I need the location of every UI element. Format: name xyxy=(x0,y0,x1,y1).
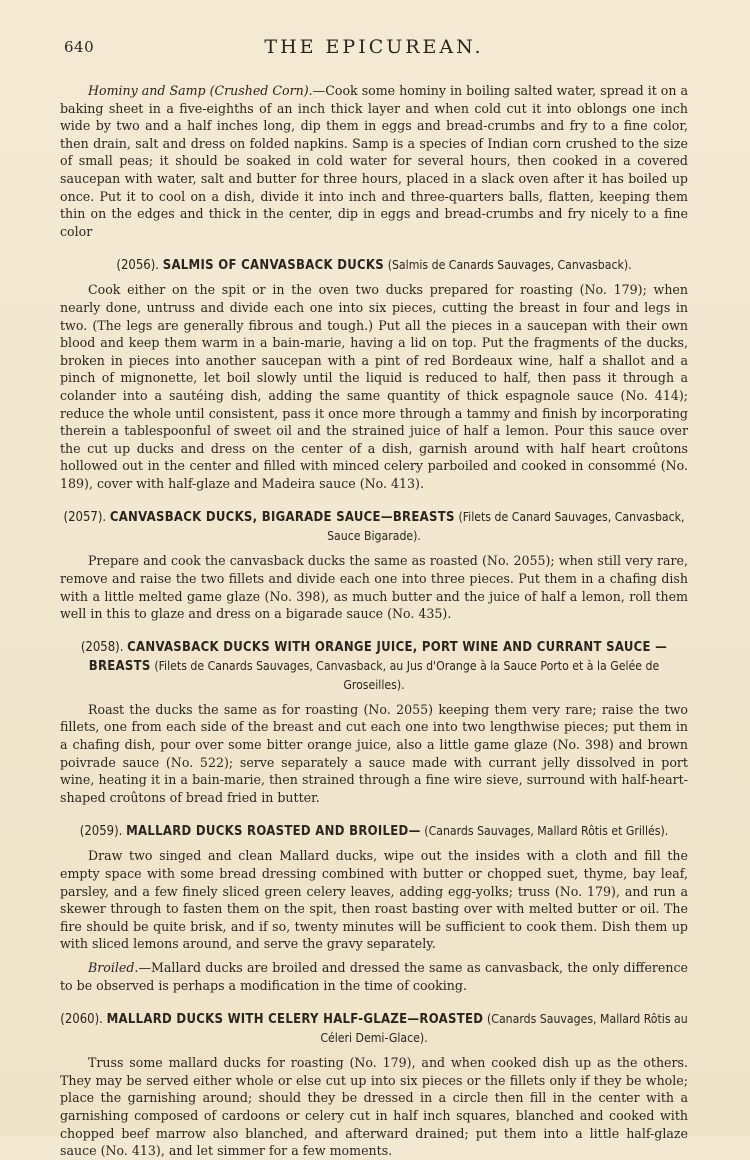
broiled-lead: Broiled. xyxy=(88,959,139,975)
recipe-title xyxy=(60,639,688,695)
recipe-number: (2059). xyxy=(79,824,123,840)
intro-text: —Cook some hominy in boiling salted water, spread it on a baking sheet in a five-eighths of an inch thick layer and when cold cut it into oblongs one inch wide by two and a half inches long, dip them in eggs and bread-crumbs and fry to a fine color, then drain, salt and dress on folded napkins. Samp is a species of Indian corn crushed to the size of small peas; it should be soaked in cold water for several hours, then cooked in a covered saucepan with water, salt and butter for three hours, placed in a slack oven after it has boiled up once. Put it to cool on a dish, divide it into inch and three-quarters balls, flatten, keeping them thin on the edges and thick in the center, dip in eggs and bread-crumbs and fry nicely to a fine color xyxy=(60,83,688,239)
recipe-number: (2056). xyxy=(116,258,160,274)
running-title: THE EPICUREAN. xyxy=(264,36,484,58)
recipe-french-name: (Canards Sauvages, Mallard Rôtis au Céleri Demi-Glace). xyxy=(320,1012,688,1046)
intro-lead: Hominy and Samp (Crushed Corn). xyxy=(88,83,313,98)
page-number: 640 xyxy=(64,38,95,56)
recipe-name: CANVASBACK DUCKS WITH ORANGE JUICE, PORT WINE AND CURRANT SAUCE —BREASTS xyxy=(88,639,668,674)
recipe-number: (2057). xyxy=(63,510,107,526)
recipe-french-name: (Filets de Canards Sauvages, Canvasback, au Jus d'Orange à la Sauce Porto et à la Gelée de Groseilles). xyxy=(154,658,660,692)
recipe-number: (2060). xyxy=(60,1012,103,1028)
page-header xyxy=(60,34,688,64)
recipe-name: SALMIS OF CANVASBACK DUCKS xyxy=(162,258,384,274)
intro-paragraph xyxy=(60,82,688,240)
recipe-2057 xyxy=(60,508,688,622)
recipe-french-name: (Canards Sauvages, Mallard Rôtis et Grillés). xyxy=(424,824,669,839)
recipe-name: MALLARD DUCKS ROASTED AND BROILED— xyxy=(126,824,421,840)
broiled-text: —Mallard ducks are broiled and dressed the same as canvasback, the only difference to be observed is perhaps a modification in the time of cooking. xyxy=(60,959,688,993)
recipe-french-name: (Salmis de Canards Sauvages, Canvasback). xyxy=(387,258,632,273)
broiled-paragraph xyxy=(60,959,688,994)
recipe-name: MALLARD DUCKS WITH CELERY HALF-GLAZE—ROASTED xyxy=(106,1012,484,1028)
recipe-french-name: (Filets de Canard Sauvages, Canvasback, Sauce Bigarade). xyxy=(327,510,685,544)
recipe-2059 xyxy=(60,822,688,994)
recipe-paragraph: Cook either on the spit or in the oven two ducks prepared for roasting (No. 179); when nearly done, untruss and divide each one into six pieces, cutting the breast in four and legs in two. (The legs are generally fibrous and tough.) Put all the pieces in a saucepan with their own blood and keep them warm in a bain-marie, having a lid on top. Put the fragments of the ducks, broken in pieces into another saucepan with a pint of red Bordeaux wine, half a shallot and a pinch of mignonette, let boil slowly until the liquid is reduced to half, then pass it through a colander into a sautéing dish, adding the same quantity of thick espagnole sauce (No. 414); reduce the whole until consistent, pass it once more through a tammy and finish by incorporating therein a tablespoonful of sweet oil and the strained juice of half a lemon. Pour this sauce over the cut up ducks and dress on the center of a dish, garnish around with half heart croûtons hollowed out in the center and filled with minced celery parboiled and cooked in consommé (No. 189), cover with half-glaze and Madeira sauce (No. 413). xyxy=(60,282,688,491)
page-content xyxy=(60,82,688,1160)
recipe-2056 xyxy=(60,256,688,492)
recipe-title xyxy=(60,822,688,841)
recipe-name: CANVASBACK DUCKS, BIGARADE SAUCE—BREASTS xyxy=(109,510,455,526)
recipe-2060 xyxy=(60,1010,688,1160)
recipe-title xyxy=(60,256,688,275)
recipe-2058 xyxy=(60,639,688,807)
recipe-paragraph: Roast the ducks the same as for roasting (No. 2055) keeping them very rare; raise the two fillets, one from each side of the breast and cut each one into two lengthwise pieces; put them in a chafing dish, pour over some bitter orange juice, also a little game glaze (No. 398) and brown poivrade sauce (No. 522); serve separately a sauce made with currant jelly dissolved in port wine, heating it in a bain-marie, then strained through a fine wire sieve, surround with half-heart-shaped croûtons of bread fried in butter. xyxy=(60,701,688,805)
recipe-paragraph: Truss some mallard ducks for roasting (No. 179), and when cooked dish up as the others. They may be served either whole or else cut up into six pieces or the fillets only if they be whole; place the garnishing around; should they be dressed in a circle then fill in the center with a garnishing composed of cardoons or celery cut in half inch squares, blanched and cooked with chopped beef marrow also blanched, and afterward drained; put them into a little half-glaze sauce (No. 413), and let simmer for a few moments. xyxy=(60,1055,688,1159)
recipe-number: (2058). xyxy=(80,639,124,655)
recipe-paragraph: Draw two singed and clean Mallard ducks, wipe out the insides with a cloth and fill the empty space with some bread dressing combined with butter or chopped suet, thyme, bay leaf, parsley, and a few finely sliced green celery leaves, adding egg-yolks; truss (No. 179), and run a skewer through to fasten them on the spit, then roast basting over with melted butter or oil. The fire should be quite brisk, and if so, twenty minutes will be sufficient to cook them. Dish them up with sliced lemons around, and serve the gravy separately. xyxy=(60,848,688,952)
recipe-title xyxy=(60,1010,688,1048)
recipe-paragraph: Prepare and cook the canvasback ducks the same as roasted (No. 2055); when still very rare, remove and raise the two fillets and divide each one into three pieces. Put them in a chafing dish with a little melted game glaze (No. 398), as much butter and the juice of half a lemon, roll them well in this to glaze and dress on a bigarade sauce (No. 435). xyxy=(60,553,688,622)
recipe-title xyxy=(60,508,688,546)
